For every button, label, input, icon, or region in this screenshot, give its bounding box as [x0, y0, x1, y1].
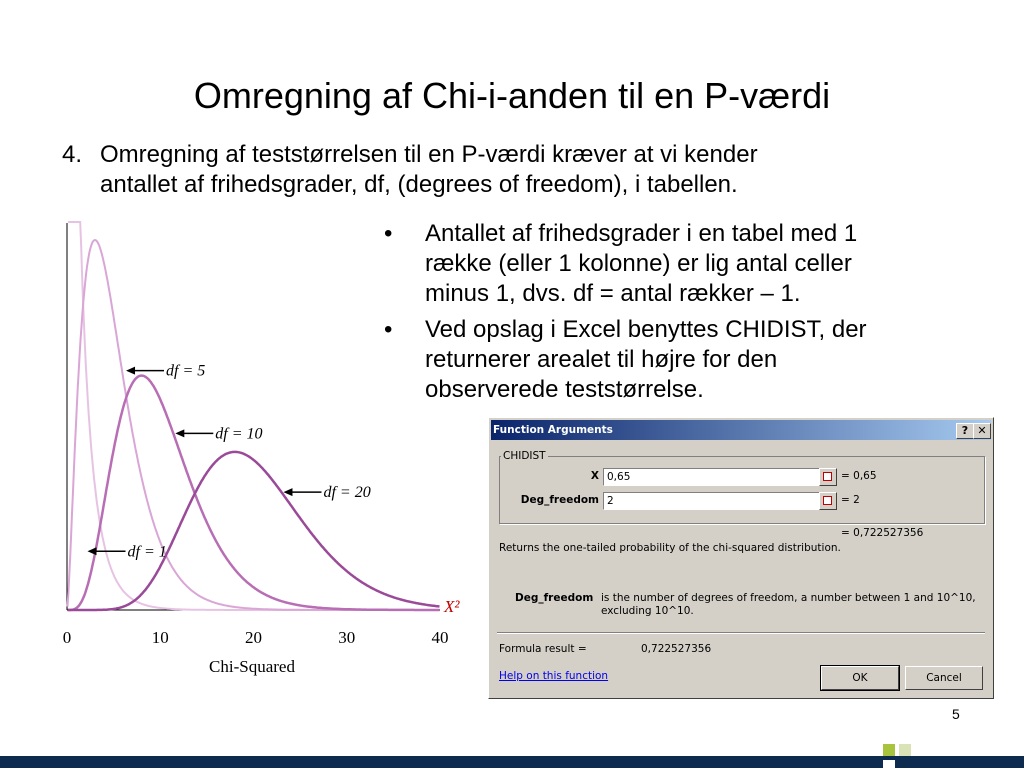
- arg-help-line-2: excluding 10^10.: [601, 605, 694, 617]
- chi-squared-chart: [40, 218, 480, 688]
- curve-df-10: [68, 376, 440, 610]
- function-total-result: = 0,722527356: [841, 527, 924, 539]
- bullet-line: række (eller 1 kolonne) er lig antal celler: [425, 250, 852, 277]
- numbered-point: [62, 140, 962, 200]
- footer-accent-square: [883, 760, 895, 768]
- x-tick-label: 30: [338, 628, 356, 647]
- formula-result-label: Formula result =: [499, 643, 587, 655]
- x-ref-picker-icon[interactable]: [819, 468, 837, 486]
- x-input[interactable]: 0,65: [603, 468, 823, 486]
- curve-label-df-10: [175, 425, 262, 442]
- function-name: CHIDIST: [503, 450, 546, 462]
- x-tick-label: 0: [62, 628, 72, 647]
- function-arguments-dialog: [488, 417, 994, 699]
- footer-bar: [0, 756, 1024, 768]
- deg-freedom-input[interactable]: 2: [603, 492, 823, 510]
- point-line-2: antallet af frihedsgrader, df, (degrees of freedom), i tabellen.: [100, 171, 738, 198]
- bullet-line: returnerer arealet til højre for den: [425, 346, 778, 373]
- curve-label-df-20: [283, 484, 370, 501]
- point-number: 4.: [62, 141, 83, 168]
- help-title-button[interactable]: ?: [956, 423, 974, 439]
- curve-label-text: df = 20: [323, 484, 371, 502]
- deg-freedom-ref-picker-icon[interactable]: [819, 492, 837, 510]
- cancel-button[interactable]: Cancel: [905, 666, 983, 690]
- bullet-line: observerede teststørrelse.: [425, 376, 704, 403]
- curve-label-df-1: [88, 543, 167, 560]
- arrow-icon: [88, 547, 97, 555]
- x-tick-label: 10: [151, 628, 169, 647]
- point-line-1: Omregning af teststørrelsen til en P-værdi kræver at vi kender: [100, 141, 758, 168]
- arrow-icon: [175, 429, 184, 437]
- curve-label-text: df = 10: [215, 425, 263, 443]
- close-icon[interactable]: ✕: [973, 423, 991, 439]
- bullet-marker: •: [384, 220, 393, 247]
- formula-result-value: 0,722527356: [641, 643, 712, 655]
- x-arg-result: = 0,65: [841, 470, 877, 482]
- bullet-line: Ved opslag i Excel benyttes CHIDIST, der: [425, 316, 867, 343]
- dialog-titlebar: [491, 420, 991, 440]
- chi-squared-symbol: X²: [444, 597, 460, 616]
- deg-freedom-arg-result: = 2: [841, 494, 860, 506]
- slide-number: 5: [952, 706, 960, 722]
- x-tick-label: 40: [431, 628, 449, 647]
- deg-freedom-arg-label: Deg_freedom: [520, 494, 599, 506]
- bullet-line: Antallet af frihedsgrader i en tabel med 1: [425, 220, 858, 247]
- x-axis-title: Chi-Squared: [209, 657, 295, 676]
- bullet-marker: •: [384, 316, 393, 343]
- help-link[interactable]: Help on this function: [499, 670, 609, 682]
- x-arg-label: X: [590, 470, 599, 482]
- bullet-line: minus 1, dvs. df = antal rækker – 1.: [425, 280, 801, 307]
- footer-accent-square: [899, 744, 911, 756]
- curve-label-text: df = 5: [166, 362, 206, 380]
- slide-title: Omregning af Chi-i-anden til en P-værdi: [193, 75, 831, 116]
- arg-help-name: Deg_freedom: [515, 592, 594, 604]
- function-description: Returns the one-tailed probability of the chi-squared distribution.: [499, 542, 841, 554]
- arguments-group: [499, 456, 985, 524]
- curve-label-text: df = 1: [127, 543, 167, 561]
- dialog-title: Function Arguments: [493, 424, 613, 436]
- ok-button[interactable]: OK: [821, 666, 899, 690]
- footer-accent-square: [883, 744, 895, 756]
- arrow-icon: [126, 367, 135, 375]
- x-tick-label: 20: [245, 628, 262, 647]
- divider: [497, 632, 985, 634]
- arg-help-line-1: is the number of degrees of freedom, a number between 1 and 10^10,: [601, 592, 976, 604]
